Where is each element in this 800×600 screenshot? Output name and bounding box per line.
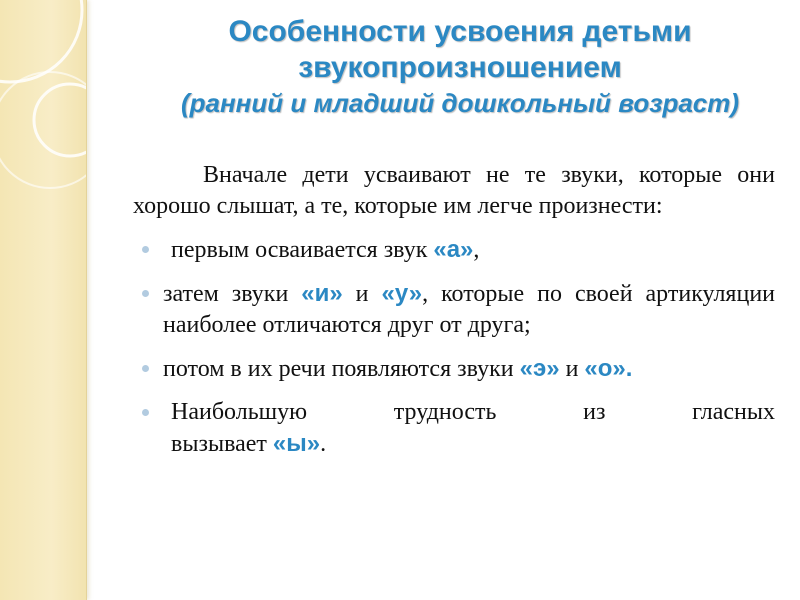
bullet-icon <box>142 365 149 372</box>
item-text: и <box>342 281 382 307</box>
item-text: . <box>320 431 327 457</box>
list-item <box>133 353 775 385</box>
sound-highlight: «о» <box>584 355 626 382</box>
item-word: из <box>583 399 606 425</box>
sound-highlight: «ы» <box>272 430 321 457</box>
sound-highlight: «э» <box>519 355 560 382</box>
item-text: первым осваивается звук <box>171 237 434 263</box>
sound-highlight: «и» <box>301 280 343 307</box>
item-word: гласных <box>692 399 775 425</box>
item-word: Наибольшую <box>171 399 308 425</box>
list-item <box>133 397 775 460</box>
title-line-1: Особенности усвоения детьми <box>228 15 692 48</box>
item-text: , которые по своей артикуляции наиболее отличаются друг от друга; <box>163 281 775 338</box>
item-text: затем звуки <box>163 281 302 307</box>
title-line-2: звукопроизношением <box>298 51 622 84</box>
item-text: , <box>473 237 480 263</box>
item-word: трудность <box>393 399 497 425</box>
list-item <box>133 278 775 341</box>
slide-body <box>133 160 775 472</box>
bullet-icon <box>142 409 149 416</box>
intro-paragraph: Вначале дети усваивают не те звуки, которые они хорошо слышат, а те, которые им легче произнести: <box>133 162 775 219</box>
bullet-icon <box>142 246 149 253</box>
sound-highlight: «а» <box>433 236 474 263</box>
item-text: и <box>559 356 585 382</box>
bullet-icon <box>142 290 149 297</box>
list-item <box>133 234 775 266</box>
item-text: вызывает <box>171 431 273 457</box>
item-line <box>171 428 775 460</box>
item-text: . <box>625 355 633 382</box>
item-text: потом в их речи появляются звуки <box>163 356 520 382</box>
slide-title <box>120 14 800 120</box>
sound-highlight: «у» <box>381 280 423 307</box>
item-line <box>171 397 775 428</box>
bullet-list <box>133 234 775 460</box>
slide-subtitle: (ранний и младший дошкольный возраст) <box>180 88 740 118</box>
decorative-side-panel <box>0 0 87 600</box>
decorative-circles <box>0 0 86 600</box>
